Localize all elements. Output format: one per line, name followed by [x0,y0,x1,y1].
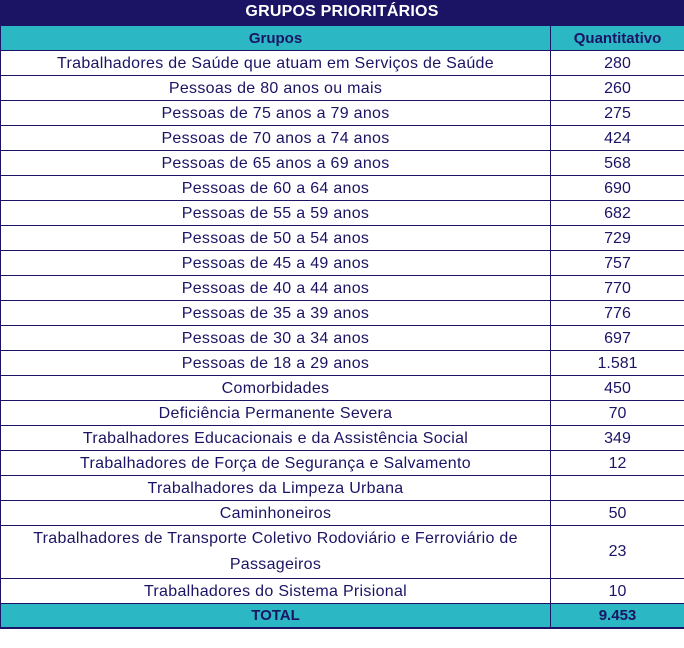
quantity-cell: 1.581 [551,351,684,376]
group-cell: Pessoas de 55 a 59 anos [1,201,551,226]
quantity-cell: 690 [551,176,684,201]
header-quantity: Quantitativo [551,25,684,51]
group-cell: Pessoas de 30 a 34 anos [1,326,551,351]
table-row [1,301,684,326]
quantity-cell: 70 [551,401,684,426]
total-value: 9.453 [551,604,684,629]
table-row [1,476,684,501]
quantity-cell: 776 [551,301,684,326]
group-cell: Pessoas de 45 a 49 anos [1,251,551,276]
table-title: GRUPOS PRIORITÁRIOS [0,0,684,24]
quantity-cell: 424 [551,126,684,151]
quantity-cell: 50 [551,501,684,526]
table-row [1,451,684,476]
table-row [1,401,684,426]
group-cell: Trabalhadores da Limpeza Urbana [1,476,551,501]
table-row [1,76,684,101]
quantity-cell: 275 [551,101,684,126]
group-cell: Pessoas de 50 a 54 anos [1,226,551,251]
table-row [1,176,684,201]
table-row [1,51,684,76]
table-row [1,251,684,276]
quantity-cell: 280 [551,51,684,76]
table-row [1,201,684,226]
quantity-cell: 697 [551,326,684,351]
table-row [1,501,684,526]
total-label: TOTAL [1,604,551,629]
group-cell: Comorbidades [1,376,551,401]
table-row [1,426,684,451]
table-row [1,579,684,604]
quantity-cell: 260 [551,76,684,101]
group-cell: Caminhoneiros [1,501,551,526]
quantity-cell: 10 [551,579,684,604]
group-cell: Pessoas de 70 anos a 74 anos [1,126,551,151]
quantity-cell [551,476,684,501]
group-cell: Pessoas de 65 anos a 69 anos [1,151,551,176]
group-cell: Pessoas de 75 anos a 79 anos [1,101,551,126]
group-cell: Trabalhadores de Transporte Coletivo Rodoviário e Ferroviário de Passageiros [1,526,551,579]
quantity-cell: 729 [551,226,684,251]
table-row [1,326,684,351]
header-groups: Grupos [1,25,551,51]
quantity-cell: 770 [551,276,684,301]
group-cell: Trabalhadores Educacionais e da Assistência Social [1,426,551,451]
quantity-cell: 568 [551,151,684,176]
quantity-cell: 23 [551,526,684,579]
table-row [1,151,684,176]
group-cell: Pessoas de 60 a 64 anos [1,176,551,201]
quantity-cell: 682 [551,201,684,226]
group-cell: Pessoas de 35 a 39 anos [1,301,551,326]
table-row [1,276,684,301]
table-row [1,351,684,376]
group-cell: Pessoas de 18 a 29 anos [1,351,551,376]
header-row [1,25,684,51]
group-cell: Pessoas de 40 a 44 anos [1,276,551,301]
table-row [1,376,684,401]
group-cell: Trabalhadores de Força de Segurança e Salvamento [1,451,551,476]
total-row [1,604,684,629]
group-cell: Trabalhadores de Saúde que atuam em Serviços de Saúde [1,51,551,76]
table-row [1,526,684,579]
quantity-cell: 12 [551,451,684,476]
group-cell: Pessoas de 80 anos ou mais [1,76,551,101]
table-row [1,226,684,251]
quantity-cell: 450 [551,376,684,401]
quantity-cell: 757 [551,251,684,276]
group-cell: Trabalhadores do Sistema Prisional [1,579,551,604]
groups-table [0,24,684,629]
table-row [1,126,684,151]
table-row [1,101,684,126]
quantity-cell: 349 [551,426,684,451]
group-cell: Deficiência Permanente Severa [1,401,551,426]
